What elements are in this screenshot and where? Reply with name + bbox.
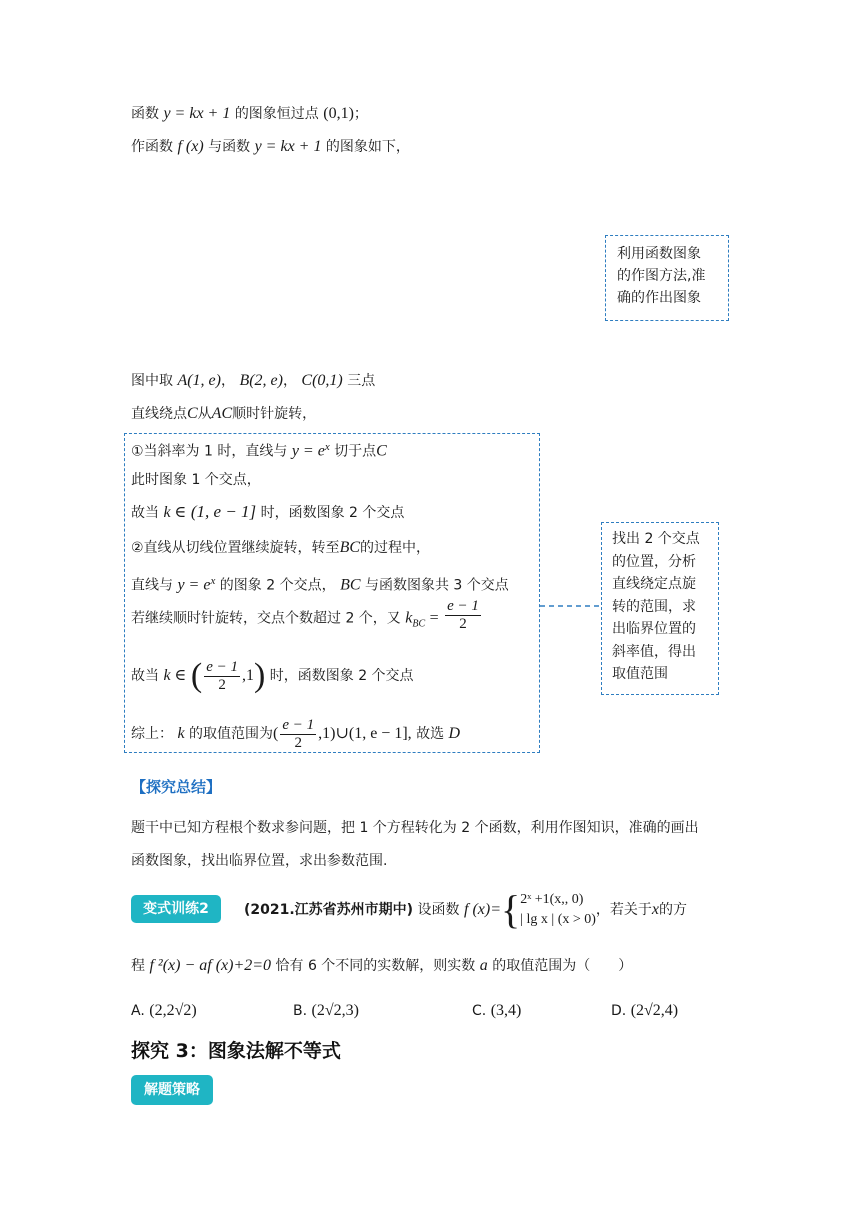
connector-line: [540, 600, 602, 612]
exercise-line-1: (2021.江苏省苏州市期中) 设函数 f (x)={ 2ˣ +1(x,, 0) | lg x | (x > 0) ，若关于x的方: [244, 887, 688, 932]
exercise-badge: 变式训练2: [131, 895, 221, 923]
text-line-1: 函数 y = kx + 1 的图象恒过点 (0,1)；: [131, 105, 368, 122]
text-line-3: 图中取 A(1, e)， B(2, e)， C(0,1) 三点: [131, 372, 376, 389]
option-d[interactable]: D. (2√2,4): [611, 1002, 679, 1019]
box-line-1: ①当斜率为 1 时，直线与 $y = e^x$ 切于点C: [131, 441, 387, 460]
side-note-2: 找出 2 个交点 的位置，分析 直线绕定点旋 转的范围，求 出临界位置的 斜率值，得出 取值范围: [612, 531, 700, 682]
text-line-2: 作函数 f (x) 与函数 y = kx + 1 的图象如下，: [131, 138, 410, 155]
box-line-3: 故当 k ∈ (1, e − 1] 时，函数图象 2 个交点: [131, 502, 405, 521]
summary-paragraph-2: 函数图象，找出临界位置，求出参数范围.: [131, 853, 388, 869]
exercise-line-2: 程 f ²(x) − af (x)+2=0 恰有 6 个不同的实数解，则实数 a 的取值范围为（ ）: [131, 957, 633, 974]
option-a[interactable]: A. (2,2√2): [131, 1002, 197, 1019]
side-note-1: 利用函数图象 的作图方法,准 确的作出图象: [617, 246, 706, 306]
option-c[interactable]: C. (3,4): [472, 1002, 522, 1019]
text-line-4: 直线绕点C从AC顺时针旋转，: [131, 405, 317, 422]
box-line-2: 此时图象 1 个交点，: [131, 472, 261, 488]
summary-paragraph-1: 题干中已知方程根个数求参问题，把 1 个方程转化为 2 个函数，利用作图知识，准确的画出: [131, 820, 699, 836]
box-line-5: 直线与 $y = e^x$ 的图象 2 个交点， BC 与函数图象共 3 个交点: [131, 575, 509, 594]
section-3-title: 探究 3：图象法解不等式: [131, 1040, 341, 1062]
summary-heading: 【探究总结】: [131, 778, 222, 796]
box-line-7: 故当 k ∈ ( $\frac{e - 1}{2}$ ,1) 时，函数图象 2 个交点: [131, 657, 414, 694]
option-b[interactable]: B. (2√2,3): [293, 1002, 359, 1019]
box-line-8: 综上： k 的取值范围为( $\frac{e - 1}{2}$ ,1)∪(1, e − 1], 故选 D: [131, 716, 461, 751]
strategy-badge: 解题策略: [131, 1075, 213, 1105]
box-line-6: 若继续顺时针旋转，交点个数超过 2 个，又 $k_{BC}$ = $\frac{e - 1}{2}$: [131, 598, 479, 632]
box-line-4: ②直线从切线位置继续旋转，转至BC的过程中，: [131, 539, 431, 556]
